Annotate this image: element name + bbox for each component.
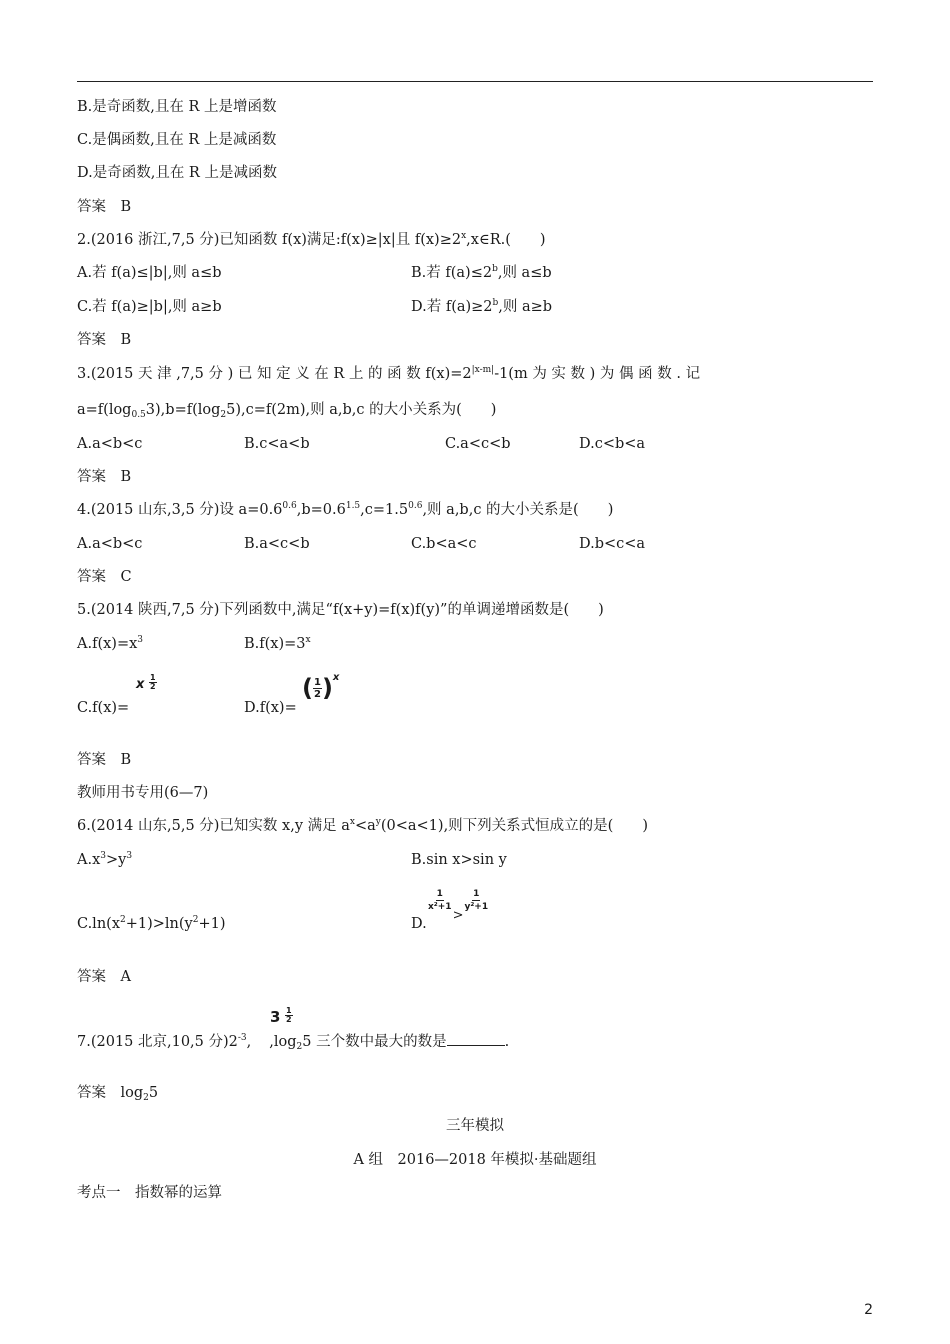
q6-option-b: B.sin x>sin y (411, 852, 507, 868)
group-title: A 组 2016—2018 年模拟·基础题组 (353, 1152, 597, 1168)
q5-option-a: $A.f(x)=x^3$ (77, 635, 143, 652)
option-c: C.是偶函数,且在 R 上是减函数 (77, 132, 277, 148)
q6-option-d: D. (411, 916, 427, 932)
q3-stem-line1: 3.(2015 天 津 ,7,5 分 ) 已 知 定 义 在 R 上 的 函 数 $f(x)=2^{|x-m|}-1(m$ 为 实 数 ) 为 偶 函 数 . 记 (77, 365, 701, 382)
q2-option-d: D.若 $f(a)\ge 2^b$,则 a≥b (411, 298, 553, 315)
q3-option-a: A.a<b<c (77, 436, 143, 452)
q4-option-d: D.b<c<a (579, 536, 646, 552)
answer-q1 (77, 197, 131, 217)
q2-option-a: A.若 f(a)≤|b|,则 a≤b (77, 265, 222, 281)
answer-q4: 答案 C (77, 569, 132, 585)
q2-option-c: C.若 f(a)≥|b|,则 a≥b (77, 299, 222, 315)
q5-option-c-formula: x $\frac{1}{2}$ (136, 673, 156, 692)
q7-power-formula: 3 $\frac{1}{2}$ (270, 1006, 292, 1026)
q4-option-b: B.a<c<b (244, 536, 310, 552)
answer-q2: 答案 B (77, 332, 132, 348)
q5-option-d: D.f(x)= (244, 700, 297, 716)
q6-option-c: $C.\ln(x^2+1)>\ln(y^2+1)$ (77, 915, 226, 932)
answer-q6: 答案 A (77, 969, 131, 985)
q6-option-d-formula: $\frac{1}{\text{x²+1}}$ > $\frac{1}{\text{y²+1}}$ (428, 889, 489, 923)
q4-option-c: C.b<a<c (411, 536, 477, 552)
answer-q7: 答案 $\log_25$ (77, 1085, 159, 1103)
q6-option-a: $A.x^3>y^3$ (77, 851, 133, 868)
q3-stem-line2: $a=f(\log_{0.5}3),b=f(\log_25),c=f(2m)$,则 a,b,c 的大小关系为( ) (77, 402, 497, 420)
q3-option-b: B.c<a<b (244, 436, 310, 452)
topic-heading: 考点一 指数幂的运算 (77, 1185, 222, 1201)
q3-option-c: C.a<c<b (445, 436, 511, 452)
q7-stem: 7.(2015 北京,10,5 分)$2^{-3}$, $,\log_25$ 三个数中最大的数是 . (77, 1033, 510, 1052)
option-b: B.是奇函数,且在 R 上是增函数 (77, 99, 277, 115)
answer-q3: 答案 B (77, 469, 132, 485)
q5-option-c: C.f(x)= (77, 700, 130, 716)
option-d: D.是奇函数,且在 R 上是减函数 (77, 165, 277, 181)
section-title: 三年模拟 (446, 1118, 504, 1134)
q6-stem: 6.(2014 山东,5,5 分)已知实数 x,y 满足 $a^x<a^y(0<a<1)$,则下列关系式恒成立的是( ) (77, 817, 648, 834)
page-number: 2 (864, 1302, 873, 1318)
q4-option-a: A.a<b<c (77, 536, 143, 552)
q5-option-b: $B.f(x)=3^x$ (244, 635, 311, 652)
q5-stem: 5.(2014 陕西,7,5 分)下列函数中,满足“f(x+y)=f(x)f(y)”的单调递增函数是( ) (77, 602, 604, 618)
q2-stem: 2.(2016 浙江,7,5 分)已知函数 f(x)满足:f(x)≥|x|且 $f(x)\ge 2^x,x\in R$.( ) (77, 231, 546, 248)
q4-stem: 4.(2015 山东,3,5 分)设 $a=0.6^{0.6},b=0.6^{1.5},c=1.5^{0.6}$,则 a,b,c 的大小关系是( ) (77, 501, 614, 518)
answer-q5: 答案 B (77, 752, 132, 768)
q5-option-d-formula: ( $\frac{1}{2}$ )$^x$ (302, 672, 340, 702)
q2-option-b: B.若 $f(a)\le 2^b$,则 a≤b (411, 264, 552, 281)
answer-value: B (120, 199, 132, 215)
teacher-note: 教师用书专用(6—7) (77, 785, 209, 801)
answer-blank[interactable] (447, 1031, 505, 1046)
header-rule (77, 81, 873, 82)
answer-label: 答案 (77, 199, 106, 215)
q3-option-d: D.c<b<a (579, 436, 646, 452)
